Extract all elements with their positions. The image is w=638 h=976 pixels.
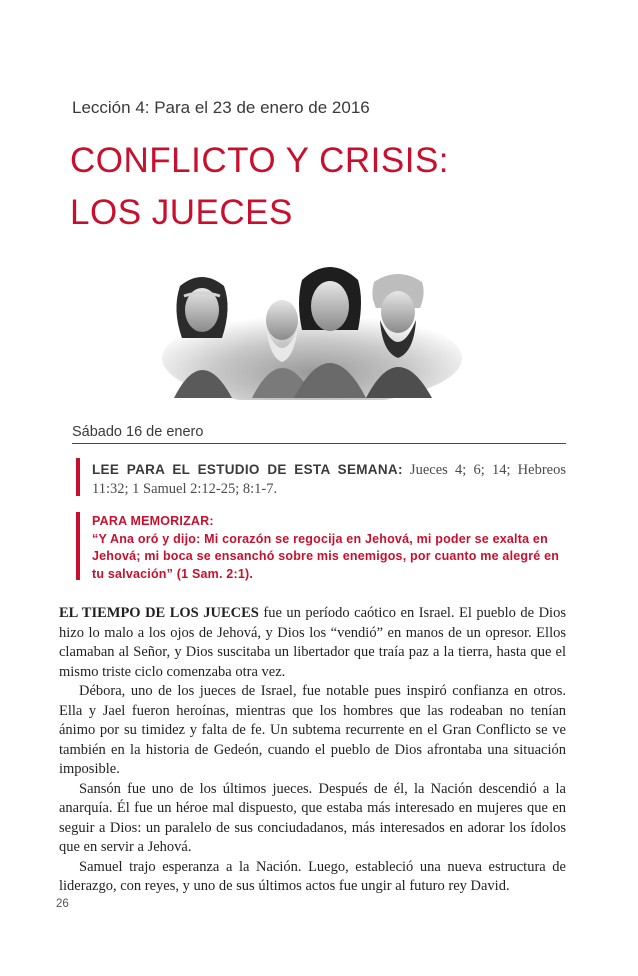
paragraph-3: Sansón fue uno de los últimos jueces. Después de él, la Nación descendió a la anarquía. Él fue un héroe mal dispuesto, que estaba más interesado en mujeres que en seguir a Dios: un paralelo de sus conciudadanos, más interesados en adorar los ídolos que en servir a Jehová.	[59, 780, 566, 855]
study-refs: Jueces 4; 6; 14; Hebreos 11:32; 1 Samuel 2:12-25; 8:1-7.	[92, 462, 566, 497]
lesson-body	[59, 604, 566, 897]
paragraph-2: Débora, uno de los jueces de Israel, fue notable pues inspiró confianza en otros. Ella y Jael fueron heroínas, mientras que los hombres que las rodeaban no tenían ánimo por su timidez y falta de fe. Un subtema recurrente en el Gran Conflicto se ve también en la historia de Gedeón, cuando el pueblo de Dios afrontaba una situación imposible.	[59, 683, 566, 777]
memory-accent-bar	[76, 512, 80, 580]
lesson-title-line-1: CONFLICTO Y CRISIS:	[70, 141, 450, 180]
paragraph-1	[59, 604, 566, 682]
lesson-title-line-2: LOS JUECES	[70, 193, 293, 232]
paragraph-lead: EL TIEMPO DE LOS JUECES	[59, 605, 259, 621]
lesson-heading: Lección 4: Para el 23 de enero de 2016	[72, 98, 370, 117]
section-divider	[72, 443, 566, 444]
judges-illustration	[162, 258, 462, 400]
study-reading	[92, 460, 566, 499]
study-accent-bar	[76, 458, 80, 496]
paragraph-1-text: fue un período caótico en Israel. El pueblo de Dios hizo lo malo a los ojos de Jehová, y Dios los “vendió” en manos de un opresor. Ellos clamaban al Señor, y Dios suscitaba un libertador que traía paz a la tierra, hasta que el mismo triste ciclo comenzaba otra vez.	[59, 605, 566, 680]
memory-text: “Y Ana oró y dijo: Mi corazón se regocija en Jehová, mi poder se exalta en Jehová; mi boca se ensanchó sobre mis enemigos, por cuanto me alegré en tu salvación” (1 Sam. 2:1).	[92, 531, 560, 581]
page-number: 26	[56, 898, 69, 910]
day-label: Sábado 16 de enero	[72, 424, 204, 440]
memory-verse	[92, 513, 566, 583]
memory-label: PARA MEMORIZAR:	[92, 514, 214, 528]
paragraph-4: Samuel trajo esperanza a la Nación. Luego, estableció una nueva estructura de liderazgo, con reyes, y uno de sus últimos actos fue ungir al futuro rey David.	[59, 858, 566, 894]
study-label: LEE PARA EL ESTUDIO DE ESTA SEMANA:	[92, 462, 403, 477]
